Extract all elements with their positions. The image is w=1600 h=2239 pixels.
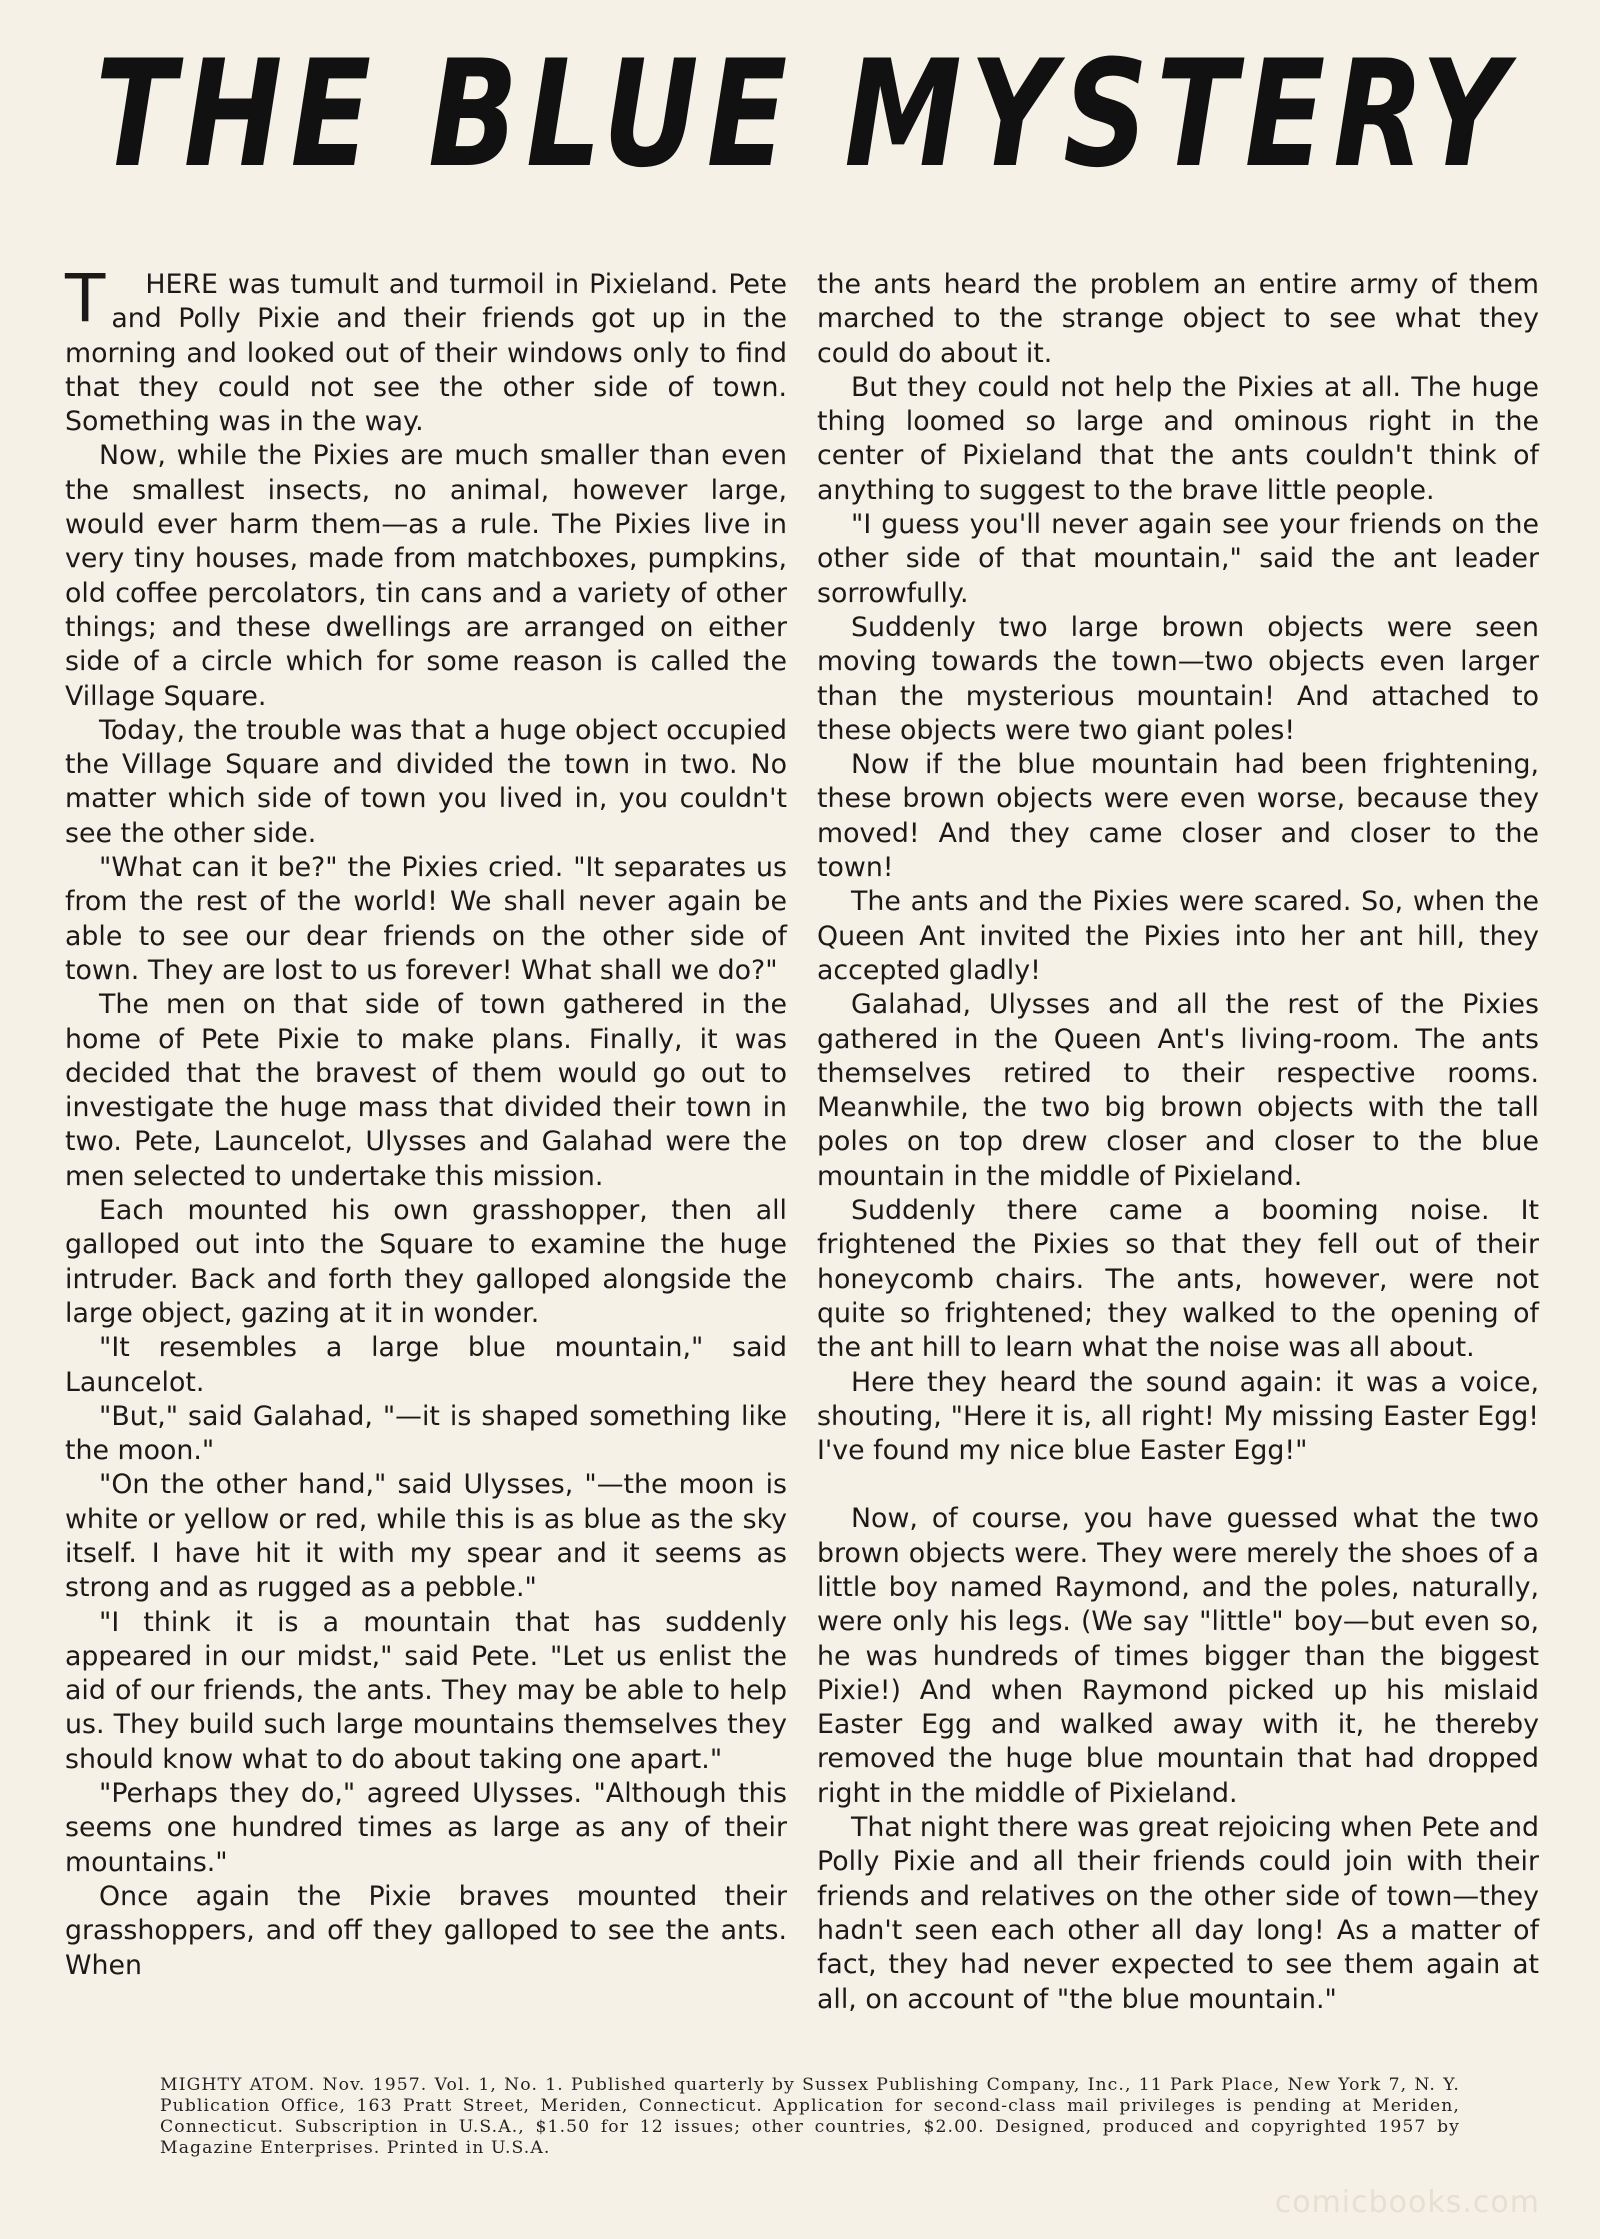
paragraph: "It resembles a large blue mountain," said Launcelot.: [65, 1332, 787, 1398]
paragraph: the ants heard the problem an entire army of them marched to the strange object to see what they could do about it.: [817, 269, 1539, 369]
paragraph-text: HERE was tumult and turmoil in Pixieland. Pete and Polly Pixie and their friends got up in the morning and looked out of their windows only to find that they could not see the other side of town. Something was in the way.: [65, 269, 787, 438]
paragraph: Now, while the Pixies are much smaller than even the smallest insects, no animal, however large, would ever harm them—as a rule. The Pixies live in very tiny houses, made from matchboxes, pumpkins, old coffee percolators, tin cans and a variety of other things; and these dwellings are arranged on either side of a circle which for some reason is called the Village Square.: [65, 440, 787, 712]
paragraph: Suddenly there came a booming noise. It frightened the Pixies so that they fell out of their honeycomb chairs. The ants, however, were not quite so frightened; they walked to the opening of the ant hill to learn what the noise was all about.: [817, 1195, 1539, 1364]
paragraph: But they could not help the Pixies at all. The huge thing loomed so large and ominous right in the center of Pixieland that the ants couldn't think of anything to suggest to the brave little people.: [817, 371, 1539, 506]
left-column: [65, 260, 787, 1983]
paragraph: "Perhaps they do," agreed Ulysses. "Although this seems one hundred times as large as any of their mountains.": [65, 1778, 787, 1878]
paragraph: Suddenly two large brown objects were seen moving towards the town—two objects even larger than the mysterious mountain! And attached to these objects were two giant poles!: [817, 611, 1539, 746]
paragraph: "On the other hand," said Ulysses, "—the moon is white or yellow or red, while this is as blue as the sky itself. I have hit it with my spear and it seems as strong and as rugged as a pebble.": [65, 1469, 787, 1604]
publication-footer: MIGHTY ATOM. Nov. 1957. Vol. 1, No. 1. Published quarterly by Sussex Publishing Company, Inc., 11 Park Place, New York 7, N. Y. Publication Office, 163 Pratt Street, Meriden, Connecticut. Application for second-class mail privileges is pending at Meriden, Connecticut. Subscription in U.S.A., $1.50 for 12 issues; other countries, $2.00. Designed, produced and copyrighted 1957 by Magazine Enterprises. Printed in U.S.A.: [160, 2075, 1460, 2158]
paragraph: "I think it is a mountain that has suddenly appeared in our midst," said Pete. "Let us enlist the aid of our friends, the ants. They may be able to help us. They build such large mountains themselves they should know what to do about taking one apart.": [65, 1606, 787, 1775]
paragraph: [65, 260, 787, 439]
paragraph: The men on that side of town gathered in the home of Pete Pixie to make plans. Finally, it was decided that the bravest of them would go out to investigate the huge mass that divided their town in two. Pete, Launcelot, Ulysses and Galahad were the men selected to undertake this mission.: [65, 989, 787, 1192]
paragraph: That night there was great rejoicing when Pete and Polly Pixie and all their friends could join with their friends and relatives on the other side of town—they hadn't seen each other all day long! As a matter of fact, they had never expected to see them again at all, on account of "the blue mountain.": [817, 1812, 1539, 2015]
paragraph: Now if the blue mountain had been frightening, these brown objects were even worse, because they moved! And they came closer and closer to the town!: [817, 749, 1539, 884]
paragraph: Each mounted his own grasshopper, then all galloped out into the Square to examine the huge intruder. Back and forth they galloped alongside the large object, gazing at it in wonder.: [65, 1195, 787, 1329]
paragraph: Once again the Pixie braves mounted their grasshoppers, and off they galloped to see the ants. When: [65, 1880, 787, 1981]
paragraph: "What can it be?" the Pixies cried. "It separates us from the rest of the world! We shall never again be able to see our dear friends on the other side of town. They are lost to us forever! What shall we do?": [65, 852, 787, 986]
paragraph: The ants and the Pixies were scared. So, when the Queen Ant invited the Pixies into her ant hill, they accepted gladly!: [817, 886, 1539, 986]
drop-cap: T: [65, 260, 106, 337]
story-title: THE BLUE MYSTERY: [95, 27, 1515, 200]
paragraph: Now, of course, you have guessed what the two brown objects were. They were merely the shoes of a little boy named Raymond, and the poles, naturally, were only his legs. (We say "little" boy—but even so, he was hundreds of times bigger than the biggest Pixie!) And when Raymond picked up his mislaid Easter Egg and walked away with it, he thereby removed the huge blue mountain that had dropped right in the middle of Pixieland.: [817, 1503, 1539, 1809]
paragraph: Galahad, Ulysses and all the rest of the Pixies gathered in the Queen Ant's living-room. The ants themselves retired to their respective rooms. Meanwhile, the two big brown objects with the tall poles on top drew closer and closer to the blue mountain in the middle of Pixieland.: [817, 989, 1539, 1192]
paragraph: Today, the trouble was that a huge object occupied the Village Square and divided the town in two. No matter which side of town you lived in, you couldn't see the other side.: [65, 714, 787, 849]
paragraph: "I guess you'll never again see your friends on the other side of that mountain," said the ant leader sorrowfully.: [817, 509, 1539, 609]
right-column: [817, 268, 1539, 2017]
watermark: comicbooks.com: [1274, 2185, 1540, 2220]
paragraph: Here they heard the sound again: it was a voice, shouting, "Here it is, all right! My missing Easter Egg! I've found my nice blue Easter Egg!": [817, 1366, 1539, 1467]
paragraph: "But," said Galahad, "—it is shaped something like the moon.": [65, 1400, 787, 1467]
